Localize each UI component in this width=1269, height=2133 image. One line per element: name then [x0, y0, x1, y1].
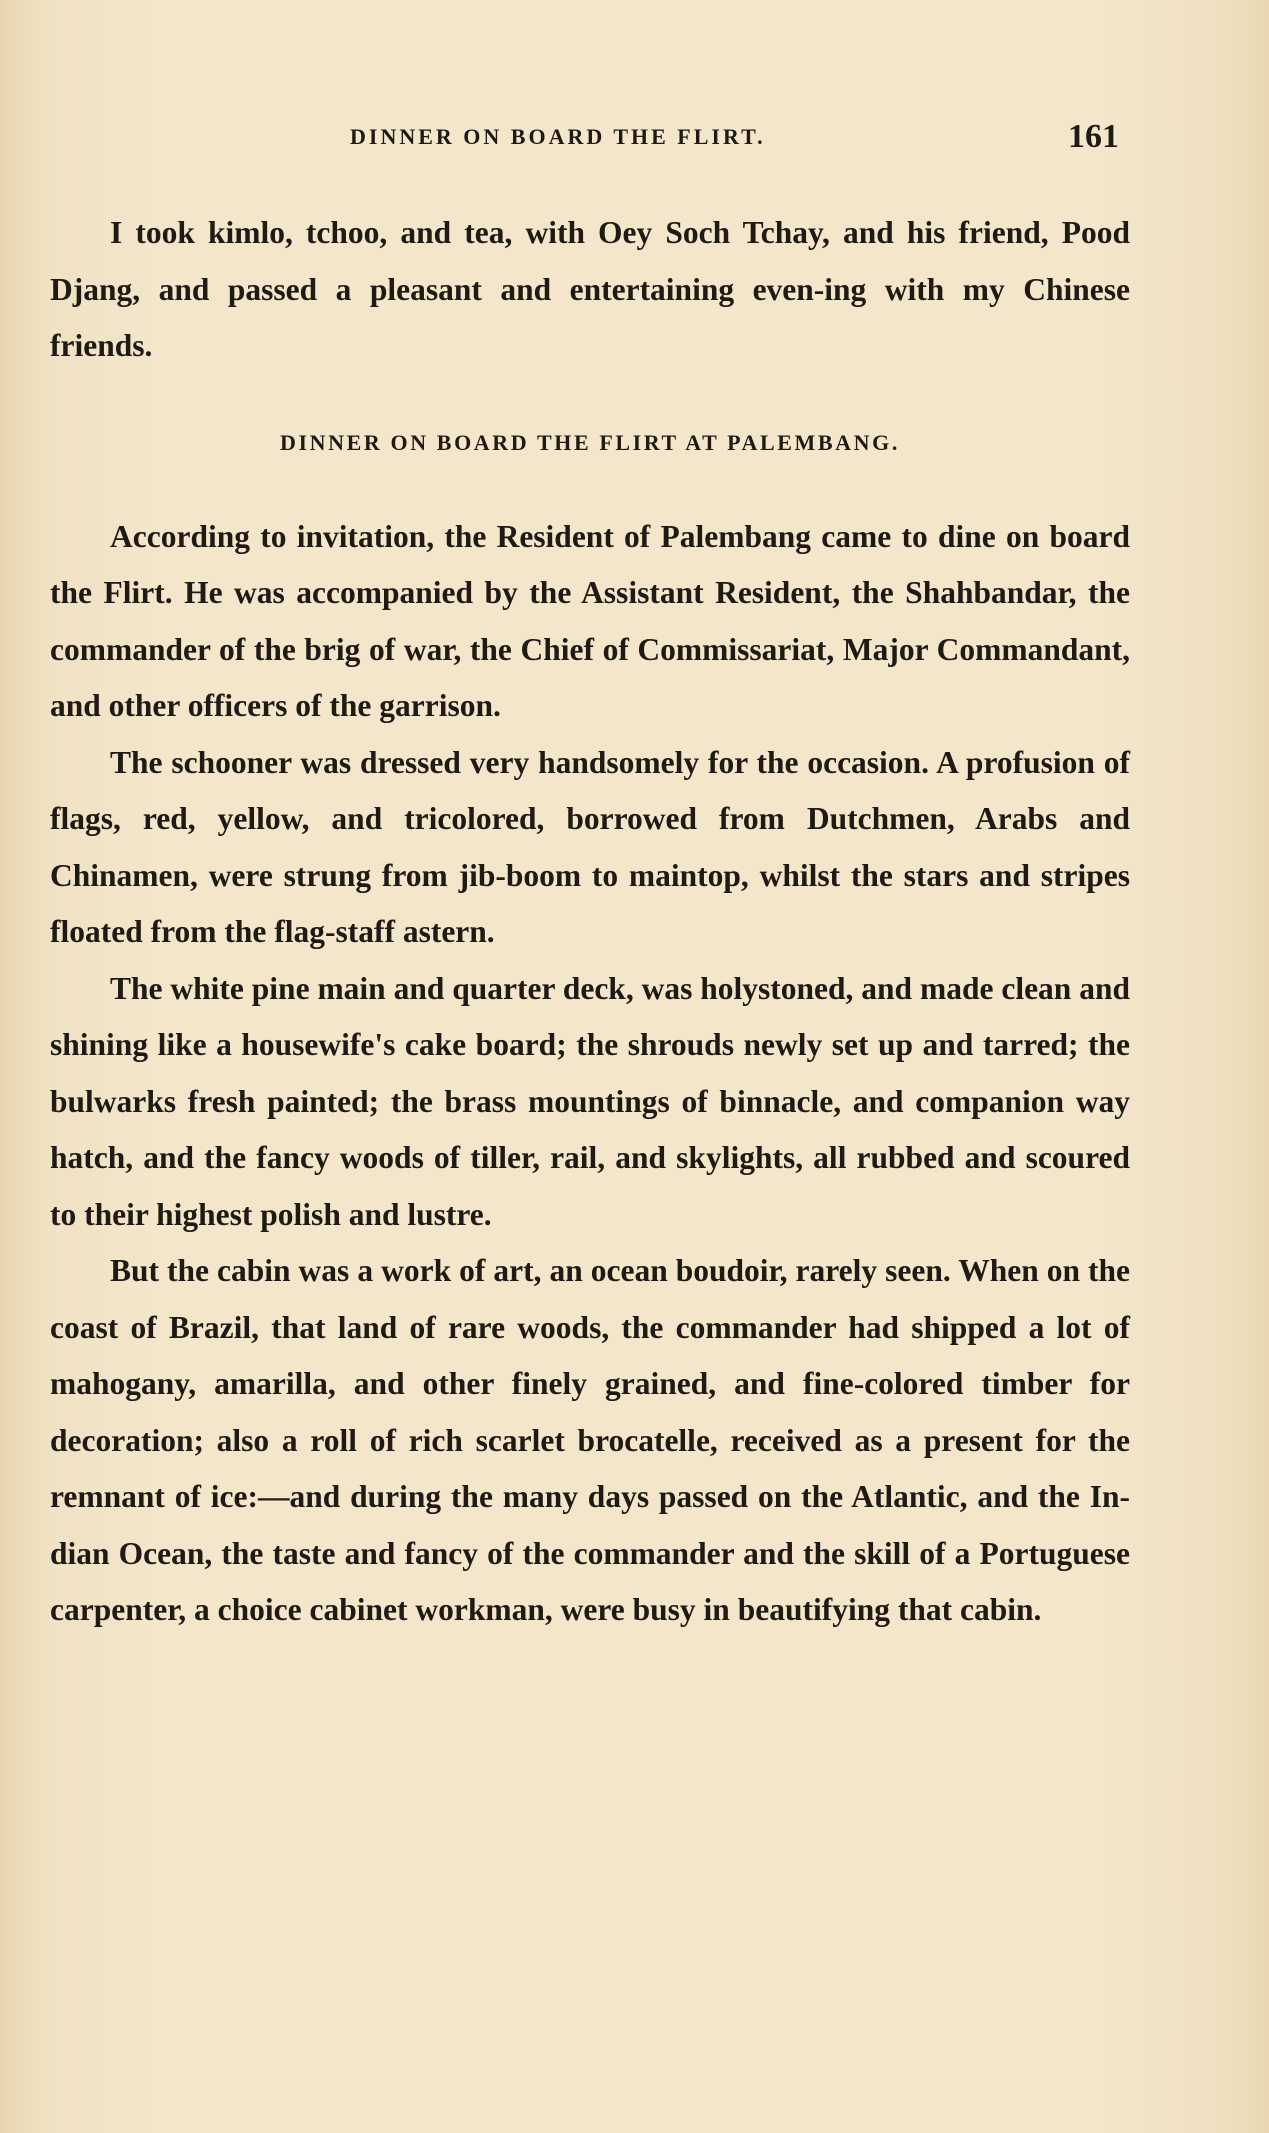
body-text [50, 205, 1130, 1639]
paragraph: The white pine main and quarter deck, was holystoned, and made clean and shining like a housewife's cake board; the shrouds newly set up and tarred; the bulwarks fresh painted; the brass mountings of binnacle, and companion way hatch, and the fancy woods of tiller, rail, and skylights, all rubbed and scoured to their highest polish and lustre. [50, 970, 1130, 1232]
section-heading: DINNER ON BOARD THE FLIRT AT PALEMBANG. [280, 429, 900, 455]
running-head [0, 118, 1269, 158]
paragraph: According to invitation, the Resident of Palembang came to dine on board the Flirt. He was accompanied by the Assistant Resident, the Shahbandar, the commander of the brig of war, the Chief of Commissariat, Major Commandant, and other officers of the garrison. [50, 518, 1130, 723]
paragraph: The schooner was dressed very handsomely for the occasion. A profusion of flags, red, yellow, and tricolored, borrowed from Dutchmen, Arabs and Chinamen, were strung from jib-boom to maintop, whilst the stars and stripes floated from the flag-staff astern. [50, 744, 1130, 949]
paragraph: I took kimlo, tchoo, and tea, with Oey Soch Tchay, and his friend, Pood Djang, and passed a pleasant and entertaining even-ing with my Chinese friends. [50, 215, 1130, 363]
paragraph: But the cabin was a work of art, an ocean boudoir, rarely seen. When on the coast of Brazil, that land of rare woods, the commander had shipped a lot of mahogany, amarilla, and other finely grained, and fine-colored timber for decoration; also a roll of rich scarlet brocatelle, received as a present for the remnant of ice:—and during the many days passed on the Atlantic, and the In-dian Ocean, the taste and fancy of the commander and the skill of a Portuguese carpenter, a choice cabinet workman, were busy in beautifying that cabin. [50, 1253, 1130, 1627]
page-number: 161 [1068, 118, 1119, 155]
running-title: DINNER ON BOARD THE FLIRT. [350, 124, 766, 149]
